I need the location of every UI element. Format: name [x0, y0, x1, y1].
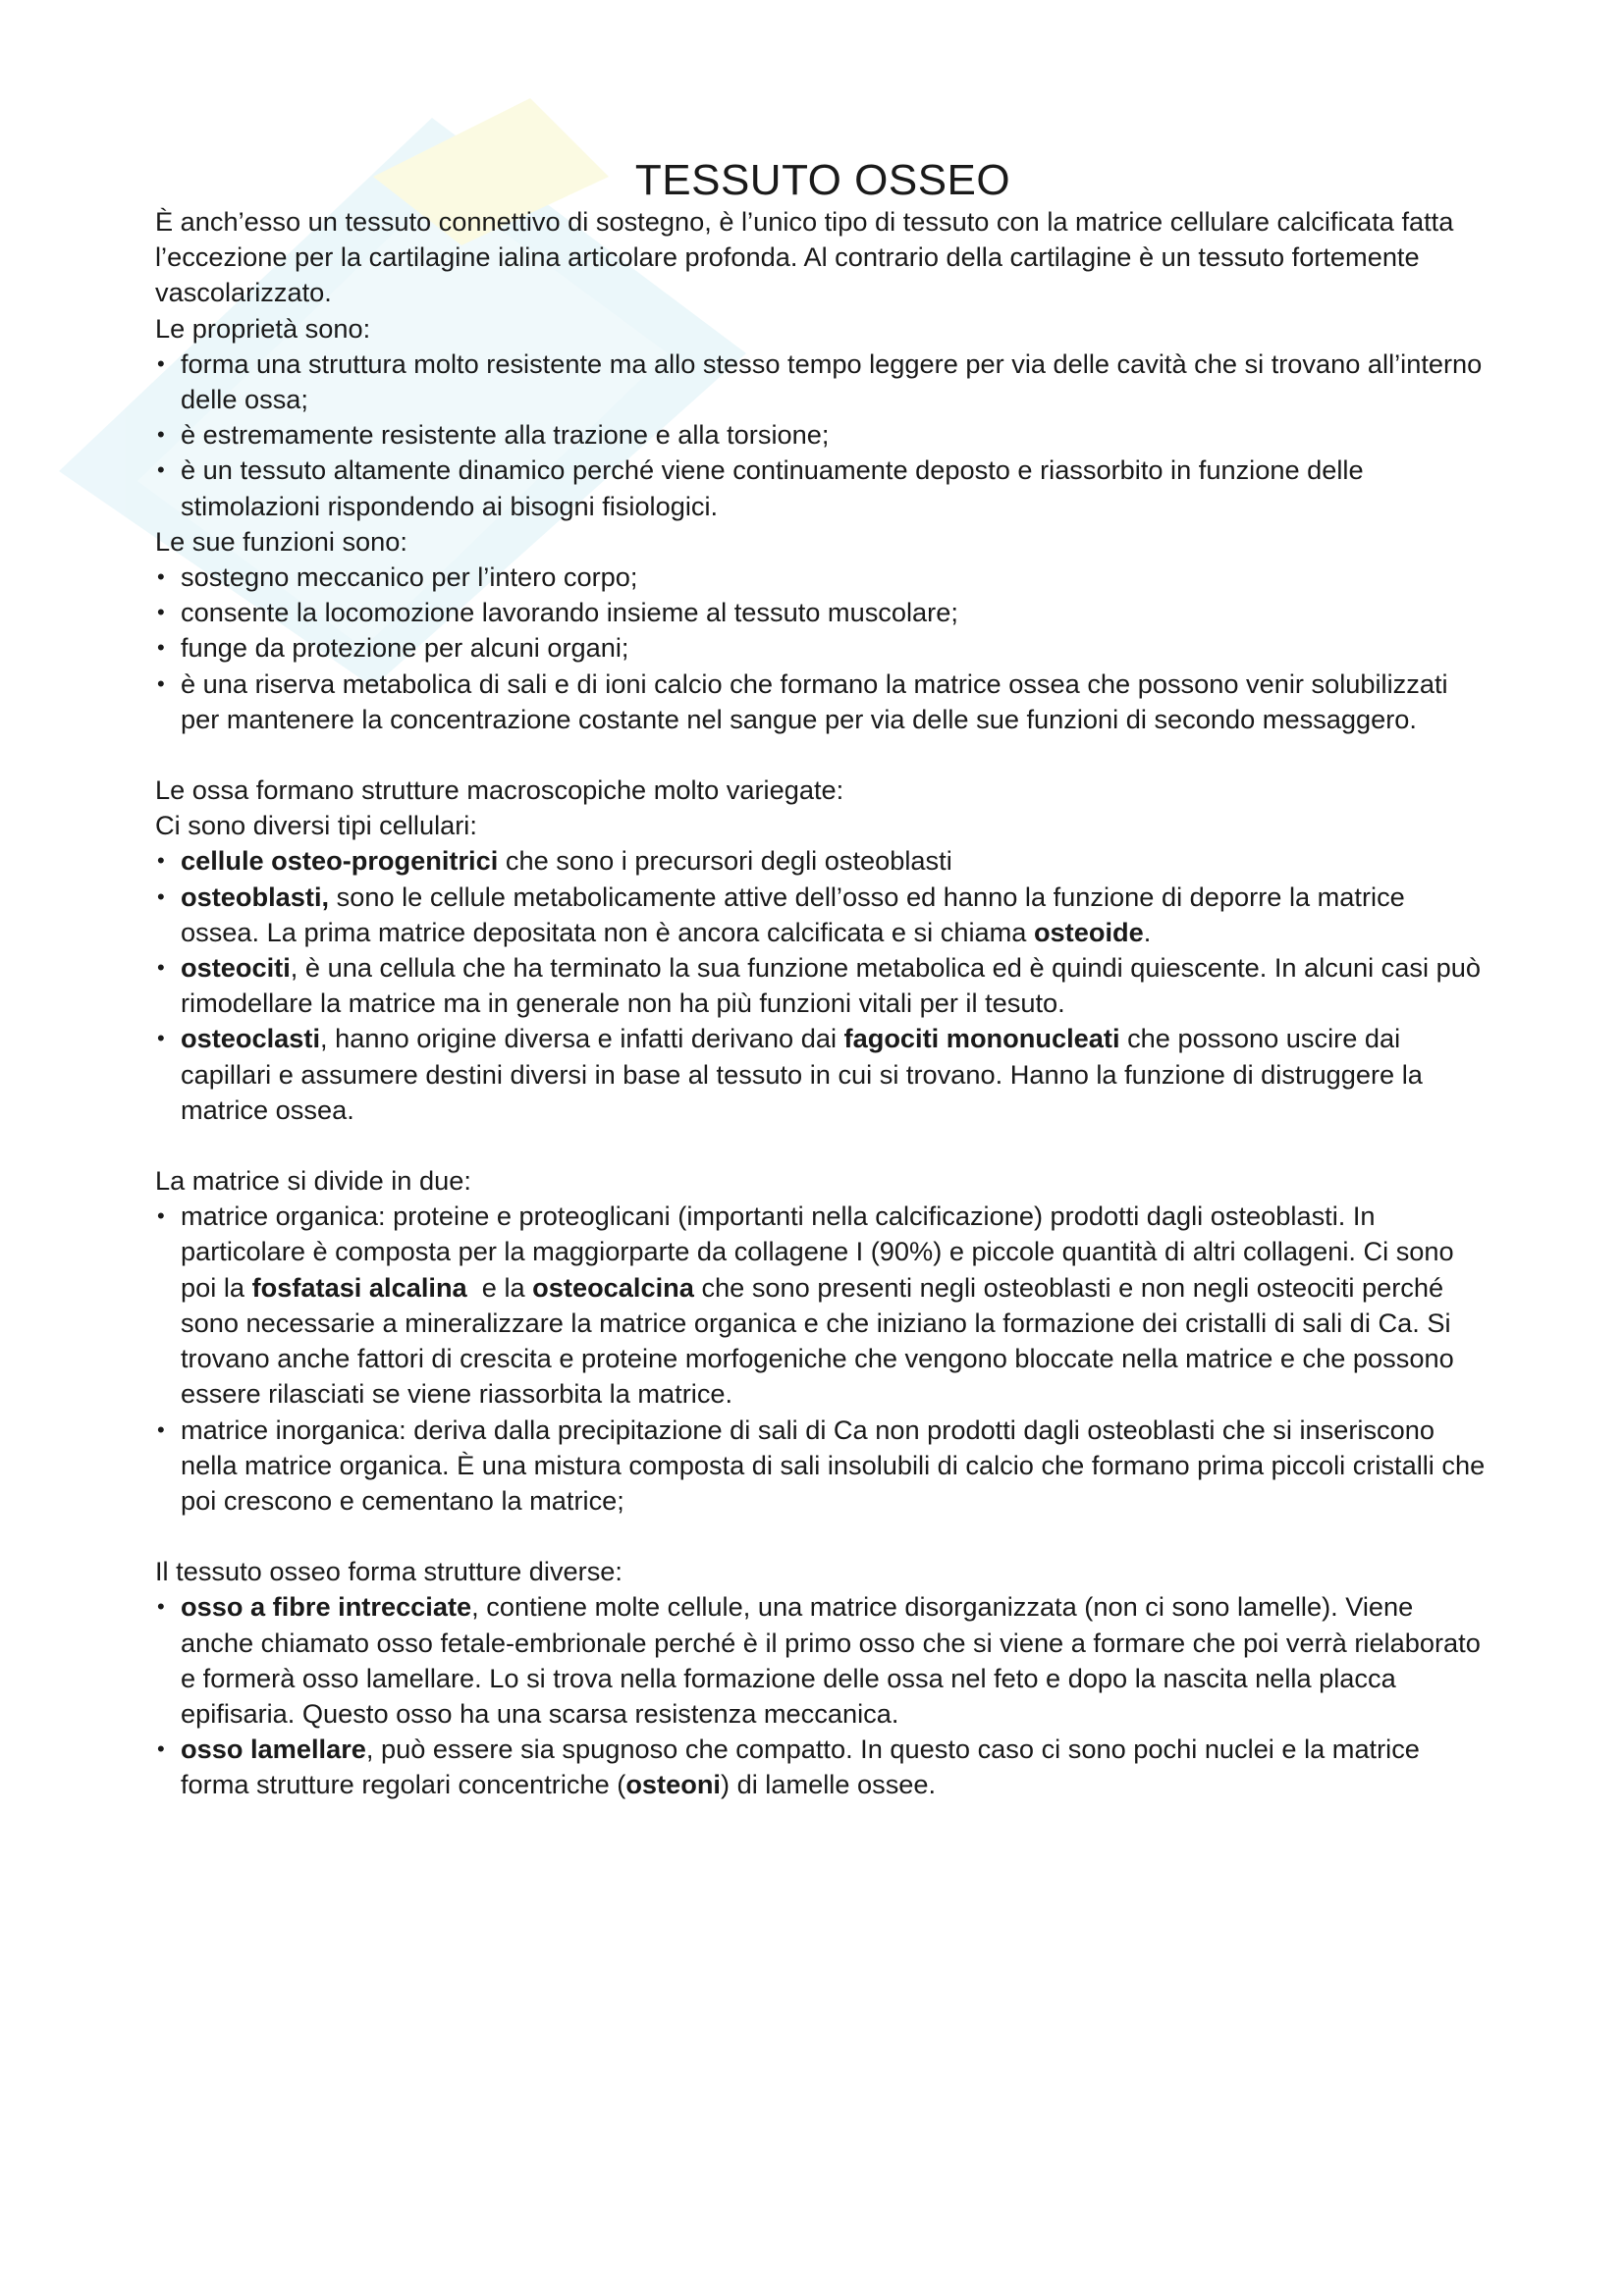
- term: osso a fibre intrecciate: [181, 1591, 472, 1623]
- term: fagociti mononucleati: [843, 1023, 1120, 1054]
- functions-list: [155, 560, 1490, 737]
- term: osteoblasti,: [181, 881, 330, 912]
- list-item: • matrice inorganica: deriva dalla precipitazione di sali di Ca non prodotti dagli osteoblasti che si inseriscono nella matrice organica. È una mistura composta di sali insolubili di calcio che formano prima piccoli cristalli che poi crescono e cementano la matrice;: [155, 1413, 1490, 1520]
- intro-paragraph: È anch’esso un tessuto connettivo di sostegno, è l’unico tipo di tessuto con la matrice cellulare calcificata fatta l’eccezione per la cartilagine ialina articolare profonda. Al contrario della cartilagine è un tessuto fortemente vascolarizzato.: [155, 206, 1454, 308]
- list-item: • forma una struttura molto resistente ma allo stesso tempo leggere per via delle cavità che si trovano all’interno delle ossa;: [155, 347, 1490, 417]
- list-item: • è un tessuto altamente dinamico perché viene continuamente deposto e riassorbito in funzione delle stimolazioni rispondendo ai bisogni fisiologici.: [155, 453, 1490, 523]
- page-title: TESSUTO OSSEO: [634, 156, 1011, 204]
- term: osso lamellare: [181, 1734, 366, 1765]
- list-item: • osteoclasti, hanno origine diversa e infatti derivano dai fagociti mononucleati che possono uscire dai capillari e assumere destini diversi in base al tessuto in cui si trovano. Hanno la funzione di distruggere la matrice ossea.: [155, 1021, 1490, 1128]
- list-item: • osteociti, è una cellula che ha terminato la sua funzione metabolica ed è quindi quiescente. In alcuni casi può rimodellare la matrice ma in generale non ha più funzioni vitali per il tesuto.: [155, 950, 1490, 1021]
- matrix-list: [155, 1199, 1490, 1519]
- list-item: • funge da protezione per alcuni organi;: [155, 630, 1490, 666]
- structures-list: [155, 1589, 1490, 1802]
- matrix-heading: La matrice si divide in due:: [155, 1165, 471, 1197]
- list-item: • matrice organica: proteine e proteoglicani (importanti nella calcificazione) prodotti dagli osteoblasti. In particolare è composta per la maggiorparte da collagene I (90%) e piccole quantità di altri collageni. Ci sono poi la fosfatasi alcalina e la osteocalcina che sono presenti negli osteoblasti e non negli osteociti perché sono necessarie a mineralizzare la matrice organica e che iniziano la formazione dei cristalli di sali di Ca. Si trovano anche fattori di crescita e proteine morfogeniche che vengono bloccate nella matrice e che possono essere rilasciati se viene riassorbita la matrice.: [155, 1199, 1490, 1412]
- list-item: • è una riserva metabolica di sali e di ioni calcio che formano la matrice ossea che possono venir solubilizzati per mantenere la concentrazione costante nel sangue per via delle sue funzioni di secondo messaggero.: [155, 667, 1490, 737]
- term: osteoclasti: [181, 1023, 321, 1054]
- term: osteocalcina: [532, 1271, 694, 1303]
- functions-heading: Le sue funzioni sono:: [155, 525, 407, 557]
- properties-list: [155, 347, 1490, 524]
- term: osteoni: [625, 1769, 721, 1800]
- term: cellule osteo-progenitrici: [181, 845, 499, 877]
- document-page: [155, 157, 1490, 1803]
- properties-heading: Le proprietà sono:: [155, 312, 371, 344]
- term: osteociti: [181, 952, 291, 984]
- list-item: • consente la locomozione lavorando insieme al tessuto muscolare;: [155, 595, 1490, 630]
- cell-types-list: [155, 843, 1490, 1128]
- term: osteoide: [1033, 916, 1144, 947]
- list-item: • osso a fibre intrecciate, contiene molte cellule, una matrice disorganizzata (non ci sono lamelle). Viene anche chiamato osso fetale-embrionale perché è il primo osso che si viene a formare che poi verrà rielaborato e formerà osso lamellare. Lo si trova nella formazione delle ossa nel feto e dopo la nascita nella placca epifisaria. Questo osso ha una scarsa resistenza meccanica.: [155, 1589, 1490, 1732]
- list-item: • osteoblasti, sono le cellule metabolicamente attive dell’osso ed hanno la funzione di deporre la matrice ossea. La prima matrice depositata non è ancora calcificata e si chiama osteoide.: [155, 880, 1490, 950]
- macro-structures-line: Le ossa formano strutture macroscopiche molto variegate:: [155, 774, 844, 806]
- structures-heading: Il tessuto osseo forma strutture diverse:: [155, 1556, 623, 1587]
- list-item: • sostegno meccanico per l’intero corpo;: [155, 560, 1490, 595]
- term: fosfatasi alcalina: [251, 1271, 467, 1303]
- cell-types-heading: Ci sono diversi tipi cellulari:: [155, 810, 477, 841]
- list-item: • cellule osteo-progenitrici che sono i precursori degli osteoblasti: [155, 843, 1490, 879]
- list-item: • osso lamellare, può essere sia spugnoso che compatto. In questo caso ci sono pochi nuclei e la matrice forma strutture regolari concentriche (osteoni) di lamelle ossee.: [155, 1732, 1490, 1802]
- list-item: • è estremamente resistente alla trazione e alla torsione;: [155, 417, 1490, 453]
